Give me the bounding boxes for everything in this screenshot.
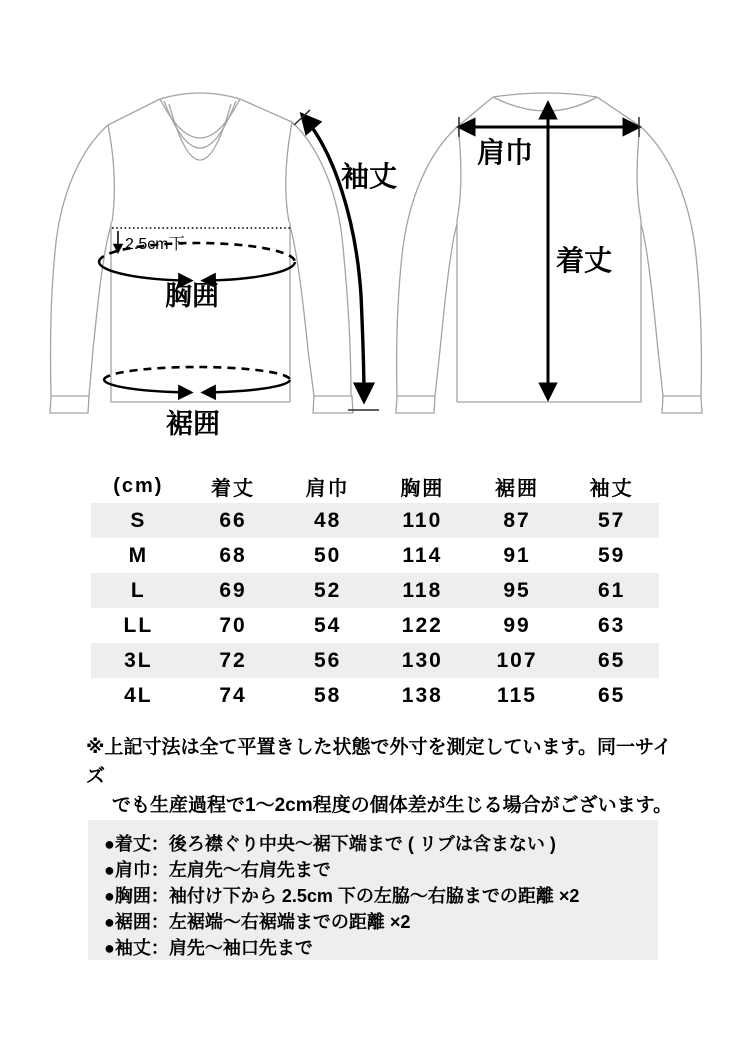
value-cell: 56	[313, 648, 342, 672]
value-cell: 66	[219, 508, 247, 532]
measurement-note	[86, 733, 686, 820]
front-shirt-drawing	[50, 93, 353, 413]
table-row-ll	[91, 608, 659, 643]
value-cell: 87	[503, 508, 531, 532]
value-cell: 114	[402, 543, 443, 567]
size-cell: S	[130, 508, 147, 532]
body-length-arrow	[548, 106, 612, 396]
value-cell: 65	[597, 683, 626, 707]
column-header-hem: 裾囲	[494, 477, 539, 500]
chest-label: 胸囲	[165, 281, 219, 311]
value-cell: 63	[597, 613, 626, 637]
value-cell: 107	[496, 648, 538, 672]
measurement-definitions-box	[88, 820, 658, 960]
table-row-l	[91, 573, 659, 608]
definition-shoulder-width: ●肩巾：左肩先～右肩先まで	[104, 860, 331, 880]
size-table	[91, 469, 659, 713]
body-length-label: 着丈	[555, 245, 613, 276]
value-cell: 130	[401, 648, 443, 672]
value-cell: 118	[402, 578, 443, 602]
column-header-sleeve: 袖丈	[589, 477, 634, 500]
value-cell: 68	[219, 543, 247, 567]
size-cell: LL	[123, 613, 154, 637]
value-cell: 59	[597, 543, 626, 567]
value-cell: 122	[401, 613, 443, 637]
table-row-3l	[91, 643, 659, 678]
value-cell: 52	[313, 578, 342, 602]
size-cell: L	[130, 578, 146, 602]
value-cell: 58	[313, 683, 342, 707]
value-cell: 74	[219, 683, 247, 707]
sleeve-length-label: 袖丈	[340, 161, 398, 192]
value-cell: 115	[497, 683, 537, 707]
definition-chest: ●胸囲：袖付け下から 2.5cm 下の左脇～右脇までの距離 ×2	[104, 886, 580, 906]
definition-body-length: ●着丈：後ろ襟ぐり中央～裾下端まで ( リブは含まない )	[104, 834, 556, 854]
value-cell: 57	[597, 508, 626, 532]
value-cell: 50	[313, 543, 342, 567]
table-row-4l	[91, 678, 659, 713]
underarm-offset-label: 2.5cm下	[125, 236, 185, 253]
garment-measurement-diagram	[0, 0, 750, 455]
column-header-chest: 胸囲	[400, 477, 445, 500]
value-cell: 91	[503, 543, 531, 567]
value-cell: 70	[219, 613, 247, 637]
value-cell: 110	[402, 508, 443, 532]
size-cell: M	[128, 543, 149, 567]
table-row-s	[91, 503, 659, 538]
value-cell: 65	[597, 648, 626, 672]
size-cell: 3L	[124, 648, 153, 672]
value-cell: 72	[219, 648, 247, 672]
shoulder-width-label: 肩巾	[476, 137, 534, 168]
chest-measure-ellipse	[99, 243, 295, 311]
column-header-unit: (cm)	[113, 474, 164, 497]
table-row-m	[91, 538, 659, 573]
value-cell: 69	[219, 578, 247, 602]
definition-sleeve: ●袖丈：肩先～袖口先まで	[104, 938, 313, 958]
value-cell: 95	[503, 578, 531, 602]
column-header-shoulder-width: 肩巾	[305, 477, 350, 500]
hem-label: 裾囲	[166, 409, 220, 439]
size-table-header-row	[91, 469, 659, 503]
value-cell: 61	[597, 578, 626, 602]
value-cell: 48	[313, 508, 342, 532]
size-cell: 4L	[124, 683, 153, 707]
value-cell: 138	[401, 683, 443, 707]
definition-hem: ●裾囲：左裾端～右裾端までの距離 ×2	[104, 912, 411, 932]
column-header-body-length: 着丈	[210, 477, 255, 500]
hem-measure-ellipse	[104, 367, 290, 439]
measurement-note-line1: ※上記寸法は全て平置きした状態で外寸を測定しています。同一サイズ	[86, 737, 672, 787]
measurement-note-line2: でも生産過程で1～2cm程度の個体差が生じる場合がございます。	[112, 795, 673, 816]
value-cell: 99	[503, 613, 531, 637]
value-cell: 54	[313, 613, 342, 637]
